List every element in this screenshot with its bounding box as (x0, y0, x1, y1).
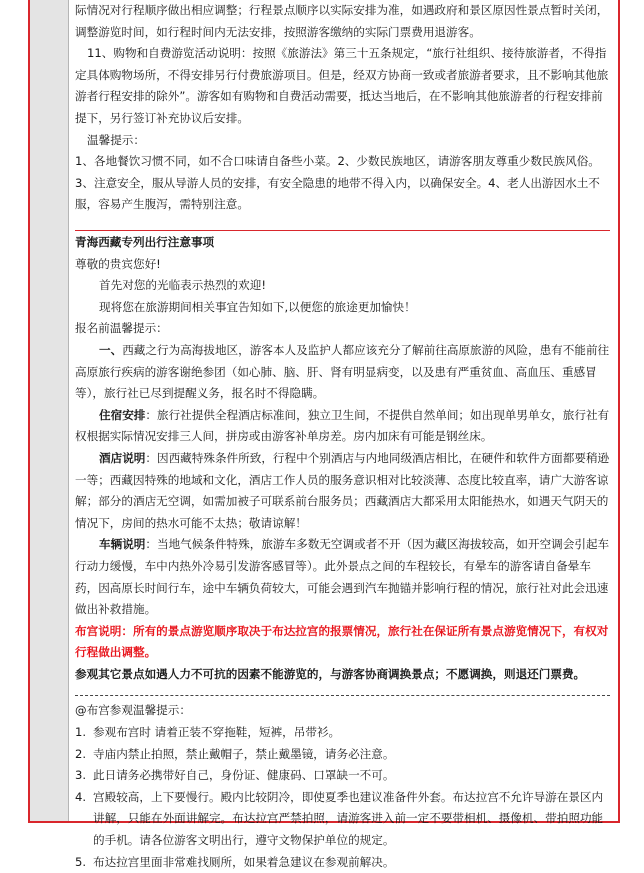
dashed-divider (75, 695, 610, 696)
itinerary-notes-section (75, 0, 610, 231)
warm-tips-text: 1、各地餐饮习惯不同，如不合口味请自备些小菜。2、少数民族地区，请游客朋友尊重少数民族风俗。3、注意安全，服从导游人员的安排，有安全隐患的地带不得入内，以确保安全。4、老人出游因水土不服，容易产生腹泻，需特别注意。 (75, 154, 600, 212)
lodging-label: 住宿安排 (99, 407, 146, 422)
schedule-adjustment-text: 际情况对行程顺序做出相应调整；行程景点顺序以实际安排为准，如遇政府和景区原因性景点暂时关闭，调整游览时间，如行程时间内无法安排，按照游客缴纳的实际门票费用退游客。 (75, 3, 609, 39)
force-majeure-text: 参观其它景点如遇人力不可抗的因素不能游览的，与游客协商调换景点；不愿调换，则退还门票费。 (75, 666, 586, 681)
tibet-train-notes-section (75, 231, 610, 873)
welcome-text: 首先对您的光临表示热烈的欢迎! (99, 278, 266, 293)
left-gutter-column (30, 0, 69, 821)
vehicle-paragraph (75, 534, 610, 620)
potala-tips-list (75, 722, 610, 873)
warm-tips-heading: 温馨提示： (87, 132, 145, 147)
shopping-policy-text: 11、购物和自费游览活动说明：按照《旅游法》第三十五条规定，“旅行社组织、接待旅游者，不得指定具体购物场所，不得安排另行付费旅游项目。但是，经双方协商一致或者旅游者要求，且不影响其他旅游者行程安排的除外”。游客如有购物和自费活动需要，抵达当地后，在不影响其他旅游者的行程安排前提下，另行签订补充协议后安排。 (75, 46, 609, 125)
list-item: 1. 参观布宫时 请着正装不穿拖鞋，短裤，吊带衫。 (75, 725, 341, 740)
list-item: 4. 宫殿较高，上下要慢行。殿内比较阴冷，即使夏季也建议准备件外套。布达拉宫不允许导游在景区内讲解，只能在外面讲解完。布达拉宫严禁拍照，请游客进入前一定不要带相机、摄像机、带拍照功能的手机。请各位游客文明出行，遵守文物保护单位的规定。 (75, 789, 604, 848)
item1-label: 一、 (99, 342, 123, 357)
hotel-paragraph (75, 448, 610, 534)
vehicle-text: ：当地气候条件特殊，旅游车多数无空调或者不开（因为藏区海拔较高，如开空调会引起车行动力缓慢，车中内热外冷易引发游客感冒等）。此外景点之间的车程较长，有晕车的游客请自备晕车药，因高原长时间行车，途中车辆负荷较大，可能会遇到汽车抛锚并影响行程的情况，旅行社对此会迅速做出补救措施。 (75, 537, 610, 617)
altitude-risk-paragraph (75, 340, 610, 405)
section-title: 青海西藏专列出行注意事项 (75, 235, 215, 249)
lodging-paragraph (75, 405, 610, 448)
vehicle-label: 车辆说明 (99, 537, 146, 552)
potala-notice-red: 布宫说明：所有的景点游览顺序取决于布达拉宫的报票情况，旅行社在保证所有景点游览情况下，有权对行程做出调整。 (75, 623, 609, 660)
content-cell (69, 0, 618, 869)
hotel-label: 酒店说明 (99, 450, 146, 465)
altitude-risk-text: 西藏之行为高海拔地区，游客本人及监护人都应该充分了解前往高原旅游的风险，患有不能前往高原旅行疾病的游客谢绝参团（如心肺、脑、肝、肾有明显病变，以及患有严重贫血、高血压、重感冒等），旅行社已尽到提醒义务，报名时不得隐瞒。 (75, 342, 610, 401)
greeting-text: 尊敬的贵宾您好! (75, 256, 161, 271)
potala-tips-title: @布宫参观温馨提示： (75, 703, 191, 718)
hotel-text: ：因西藏特殊条件所致，行程中个别酒店与内地同级酒店相比，在硬件和软件方面都要稍逊一等；西藏因特殊的地域和文化，酒店工作人员的服务意识相对比较淡薄、态度比较直率，请广大游客谅解；部分的酒店无空调，如需加被子可联系前台服务员；西藏酒店大都采用太阳能热水，如遇天气阴天的情况下，房间的热水可能不太热；敬请谅解！ (75, 450, 610, 530)
notice-text: 现将您在旅游期间相关事宜告知如下,以便您的旅途更加愉快！ (99, 299, 416, 314)
list-item: 2. 寺庙内禁止拍照，禁止戴帽子，禁止戴墨镜，请务必注意。 (75, 746, 395, 761)
list-item: 5. 布达拉宫里面非常难找厕所，如果着急建议在参观前解决。 (75, 854, 395, 869)
list-item: 3. 此日请务必携带好自己，身份证、健康码、口罩缺一不可。 (75, 768, 395, 783)
lodging-text: ：旅行社提供全程酒店标准间，独立卫生间，不提供自然单间；如出现单男单女，旅行社有权根据实际情况安排三人间，拼房或由游客补单房差。房内加床有可能是钢丝床。 (75, 407, 610, 444)
document-frame (28, 0, 620, 869)
pre-registration-label: 报名前温馨提示： (75, 321, 168, 336)
